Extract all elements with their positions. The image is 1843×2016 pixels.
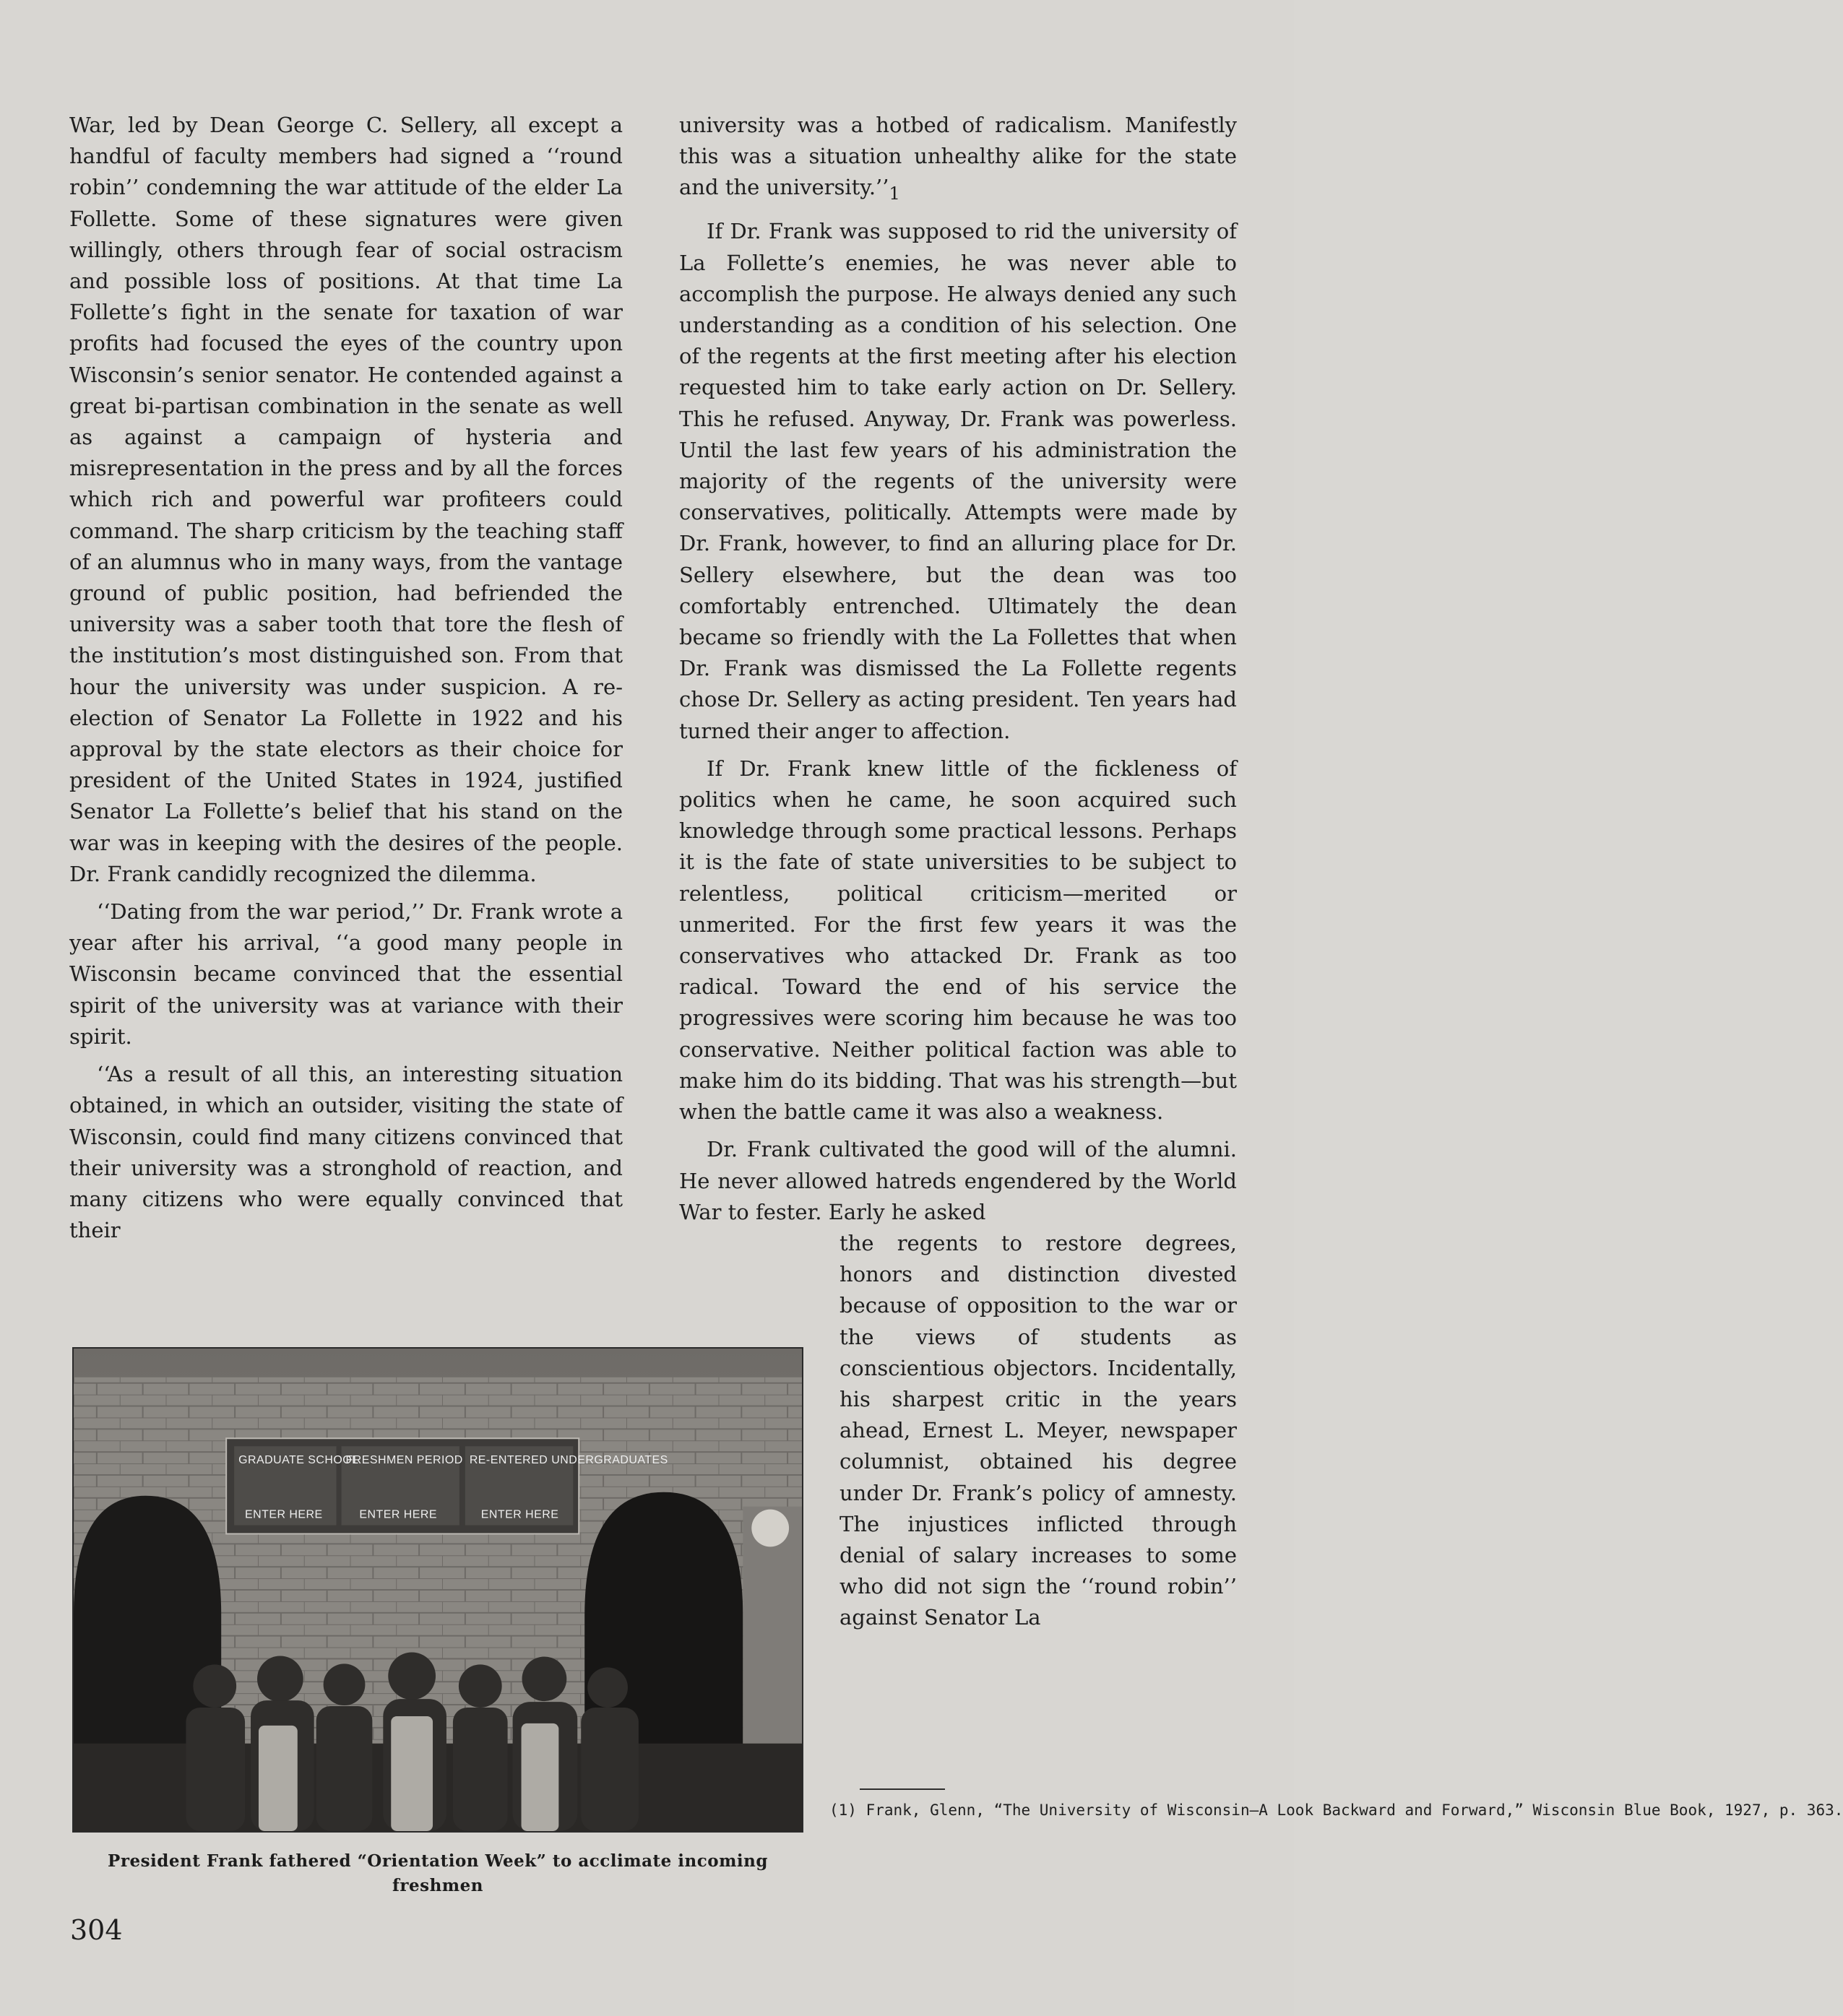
- right-paragraph-4-continued: the regents to restore degrees, honors and distinction divested because of opposition to the war or the views of students as conscientious objectors. Incidentally, his sharpest critic in the years ahead, Ernest L. Meyer, newspaper columnist, obtained his degree under Dr. Frank’s policy of amnesty. The injustices inflicted through denial of salary increases to some who did not sign the ‘‘round robin’’ against Senator La: [840, 1230, 1237, 1630]
- right-paragraph-1: [679, 110, 1237, 209]
- right-paragraph-2: If Dr. Frank was supposed to rid the university of La Follette’s enemies, he was never able to accomplish the purpose. He always denied any such understanding as a condition of his selection. One of the regents at the first meeting after his election requested him to take early action on Dr. Sellery. This he refused. Anyway, Dr. Frank was powerless. Until the last few years of his administration the majority of the regents of the university were conservatives, politically. Attempts were made by Dr. Frank, however, to find an alluring place for Dr. Sellery elsewhere, but the dean was too comfortably entrenched. Ultimately the dean became so friendly with the La Follettes that when Dr. Frank was dismissed the La Follette regents chose Dr. Sellery as acting president. Ten years had turned their anger to affection.: [679, 219, 1237, 743]
- left-column: [69, 110, 623, 1246]
- banner-freshmen-period: FRESHMEN PERIOD: [345, 1454, 463, 1467]
- right-paragraph-4: Dr. Frank cultivated the good will of the alumni. He never allowed hatreds engendered by the World War to fester. Early he asked: [679, 1137, 1237, 1224]
- banner-graduate-school: GRADUATE SCHOOL: [238, 1454, 359, 1467]
- left-paragraph-3: ‘‘As a result of all this, an interesting situation obtained, in which an outsider, visiting the state of Wisconsin, could find many citizens convinced that their university was a stronghold of reaction, and many citizens who were equally convinced that their: [69, 1062, 623, 1243]
- footnote-divider: [860, 1788, 945, 1790]
- photo-caption: President Frank fathered “Orientation Week” to acclimate incoming freshmen: [108, 1851, 768, 1895]
- right-paragraph-1-text: university was a hotbed of radicalism. Manifestly this was a situation unhealthy alike for the state and the university.’’: [679, 113, 1237, 200]
- banner-enter-here-right: ENTER HERE: [480, 1508, 559, 1521]
- left-paragraph-2: ‘‘Dating from the war period,’’ Dr. Frank wrote a year after his arrival, ‘‘a good many people in Wisconsin became convinced that the essential spirit of the university was at variance with their spirit.: [69, 899, 623, 1049]
- banner-enter-here-middle: ENTER HERE: [359, 1508, 438, 1521]
- banner-reentered: RE-ENTERED UNDERGRADUATES: [469, 1454, 668, 1467]
- photo-orientation-week: [72, 1347, 803, 1833]
- left-paragraph-1: War, led by Dean George C. Sellery, all except a handful of faculty members had signed a ‘‘round robin’’ condemning the war attitude of the elder La Follette. Some of these signatures were given willingly, others through fear of social ostracism and possible loss of positions. At that time La Follette’s fight in the senate for taxation of war profits had focused the eyes of the country upon Wisconsin’s senior senator. He contended against a great bi-partisan combination in the senate as well as against a campaign of hysteria and misrepresentation in the press and by all the forces which rich and powerful war profiteers could command. The sharp criticism by the teaching staff of an alumnus who in many ways, from the vantage ground of public position, had befriended the university was a saber tooth that tore the flesh of the institution’s most distinguished son. From that hour the university was under suspicion. A re-election of Senator La Follette in 1922 and his approval by the state electors as their choice for president of the United States in 1924, justified Senator La Follette’s belief that his stand on the war was in keeping with the desires of the people. Dr. Frank candidly recognized the dilemma.: [69, 113, 623, 886]
- footnote-mark: 1: [889, 183, 900, 204]
- page-number: 304: [70, 1914, 123, 1946]
- right-paragraph-3: If Dr. Frank knew little of the fickleness of politics when he came, he soon acquired such knowledge through some practical lessons. Perhaps it is the fate of state universities to be subject to relentless, political criticism—merited or unmerited. For the first few years it was the conservatives who attacked Dr. Frank as too radical. Toward the end of his service the progressives were scoring him because he was too conservative. Neither political faction was able to make him do its bidding. That was his strength—but when the battle came it was also a weakness.: [679, 756, 1237, 1125]
- lamp-globe: [751, 1510, 789, 1547]
- banner-enter-here-left: ENTER HERE: [245, 1508, 323, 1521]
- footnote: (1) Frank, Glenn, “The University of Wisconsin—A Look Backward and Forward,” Wisconsin Blue Book, 1927, p. 363.: [829, 1801, 1843, 1819]
- photo-illustration: [74, 1349, 802, 1831]
